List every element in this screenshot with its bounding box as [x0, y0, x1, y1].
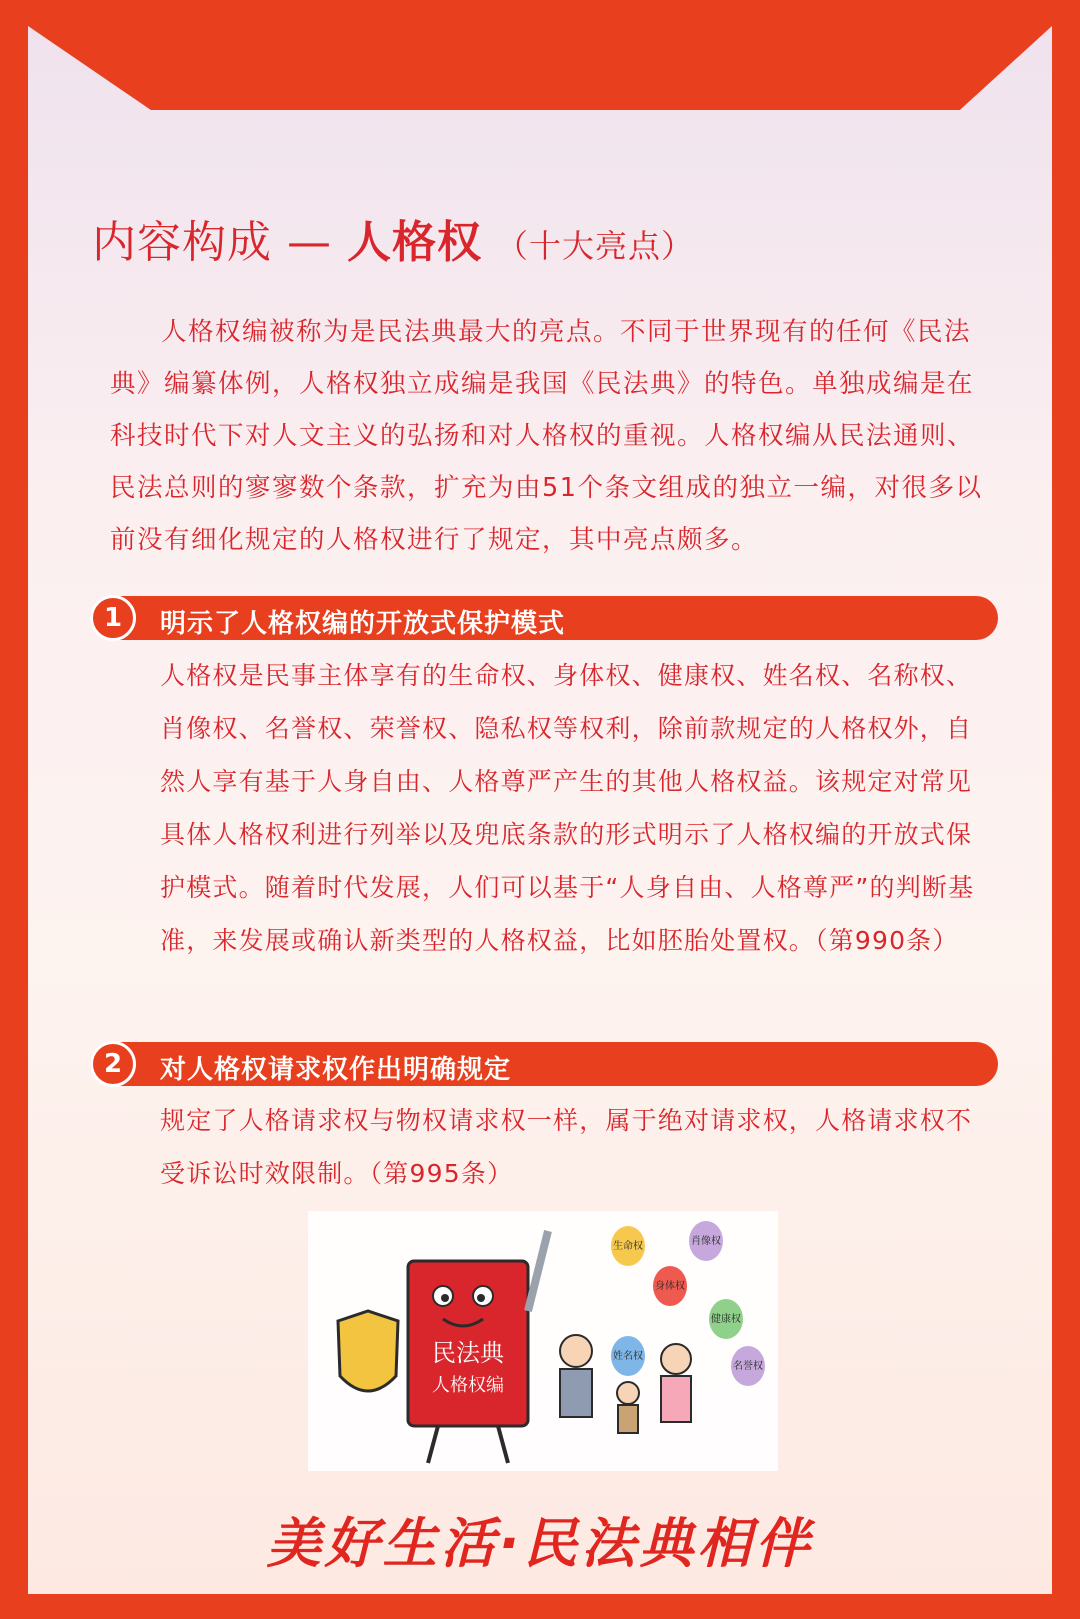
intro-paragraph: 人格权编被称为是民法典最大的亮点。不同于世界现有的任何《民法典》编纂体例，人格权独立成编是我国《民法典》的特色。单独成编是在科技时代下对人文主义的弘扬和对人格权的重视。人格权编从民法通则、民法总则的寥寥数个条款，扩充为由51个条文组成的独立一编，对很多以前没有细化规定的人格权进行了规定，其中亮点颇多。	[110, 317, 983, 555]
book-label-1: 民法典	[432, 1339, 504, 1367]
title-sub: （十大亮点）	[495, 227, 694, 265]
father-figure	[560, 1335, 592, 1367]
book-label-2: 人格权编	[432, 1375, 504, 1396]
section-2-number: 2	[90, 1041, 136, 1087]
balloon-label-1: 生命权	[613, 1241, 643, 1252]
balloon-label-3: 身体权	[655, 1281, 685, 1292]
section-1-title: 明示了人格权编的开放式保护模式	[160, 609, 566, 639]
page-title	[92, 206, 694, 270]
section-2-body: 规定了人格请求权与物权请求权一样，属于绝对请求权，人格请求权不受诉讼时效限制。（第995条）	[160, 1106, 973, 1188]
balloon-label-2: 肖像权	[691, 1236, 721, 1247]
shield-icon	[338, 1311, 398, 1391]
section-2-title: 对人格权请求权作出明确规定	[160, 1055, 512, 1085]
poster-panel	[28, 26, 1052, 1594]
section-1-number: 1	[90, 595, 136, 641]
section-1-body: 人格权是民事主体享有的生命权、身体权、健康权、姓名权、名称权、肖像权、名誉权、荣誉权、隐私权等权利，除前款规定的人格权外，自然人享有基于人身自由、人格尊严产生的其他人格权益。该规定对常见具体人格权利进行列举以及兜底条款的形式明示了人格权编的开放式保护模式。随着时代发展，人们可以基于“人身自由、人格尊严”的判断基准，来发展或确认新类型的人格权益，比如胚胎处置权。（第990条）	[160, 661, 975, 955]
title-prefix: 内容构成 —	[92, 217, 347, 268]
child-figure	[617, 1382, 639, 1404]
mother-figure	[661, 1344, 691, 1374]
balloon-label-4: 健康权	[711, 1314, 741, 1325]
balloon-label-5: 姓名权	[613, 1351, 643, 1362]
balloon-label-6: 名誉权	[733, 1361, 763, 1372]
footer-slogan: 美好生活·民法典相伴	[266, 1512, 814, 1575]
title-bold: 人格权	[346, 217, 482, 268]
header-band	[28, 26, 1052, 110]
civil-code-illustration	[298, 1201, 788, 1481]
